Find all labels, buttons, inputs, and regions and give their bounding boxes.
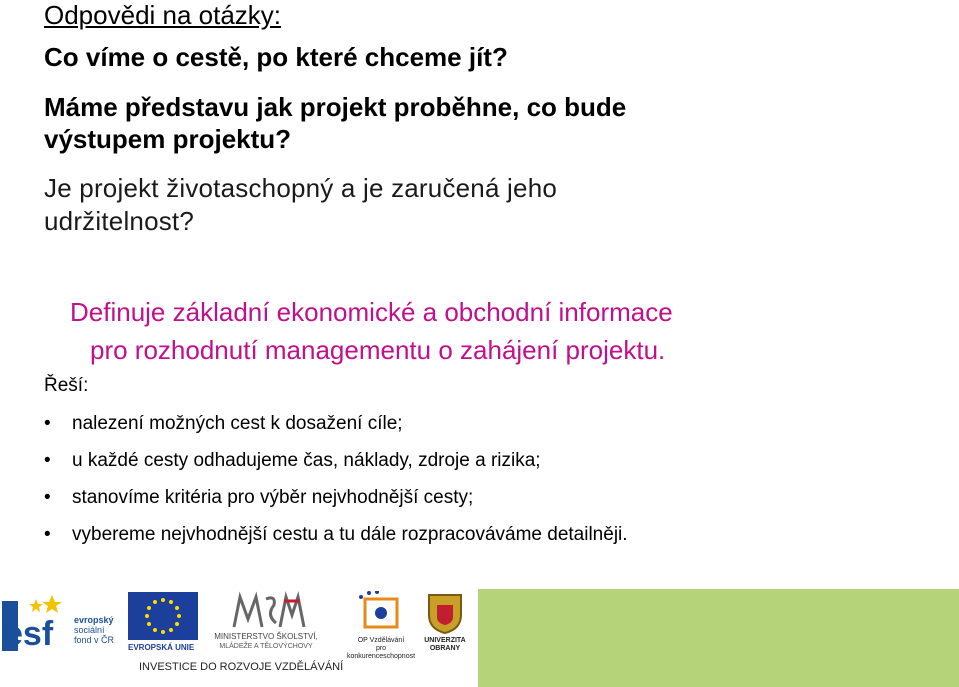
esf-logo <box>2 593 124 655</box>
question-1: Co víme o cestě, po které chceme jít? <box>44 42 508 72</box>
logo-strip <box>0 589 478 687</box>
esf-text-3: fond v ČR <box>74 635 115 645</box>
esf-text-2: sociální <box>74 625 105 635</box>
svg-text:esf: esf <box>4 615 54 653</box>
univ-label-2: OBRANY <box>429 645 461 652</box>
question-3-line-2: udržitelnost? <box>44 206 195 236</box>
definition-line-1: Definuje základní ekonomické a obchodní informace <box>70 297 673 327</box>
msmt-label-1: MINISTERSTVO ŠKOLSTVÍ, <box>214 632 318 641</box>
eu-logo <box>128 592 200 654</box>
msmt-logo <box>204 591 328 655</box>
bullet-item: • u každé cesty odhadujeme čas, náklady, zdroje a rizika; <box>44 450 628 487</box>
resi-label: Řeší: <box>44 375 89 396</box>
op-label-1: OP Vzdělávání <box>357 637 405 644</box>
msmt-label-2: MLÁDEŽE A TĚLOVÝCHOVY <box>219 643 313 650</box>
esf-text-1: evropský <box>74 615 114 625</box>
shield-icon <box>425 591 465 635</box>
footer-logo-bar <box>0 589 959 687</box>
univ-label-1: UNIVERZITA <box>424 637 466 644</box>
bullet-item: • vybereme nejvhodnější cestu a tu dále rozpracováváme detailněji. <box>44 524 628 561</box>
op-mark-icon <box>351 591 411 635</box>
bullet-item: • stanovíme kritéria pro výběr nejvhodnější cesty; <box>44 487 628 524</box>
eu-label: EVROPSKÁ UNIE <box>128 643 195 652</box>
footer-caption: INVESTICE DO ROZVOJE VZDĚLÁVÁNÍ <box>139 661 344 673</box>
op-logo <box>343 591 419 660</box>
green-block <box>478 589 959 687</box>
bullet-item: • nalezení možných cest k dosažení cíle; <box>44 413 628 450</box>
op-label-2: pro konkurenceschopnost <box>346 645 416 660</box>
question-2-line-1: Máme představu jak projekt proběhne, co bude <box>44 92 627 122</box>
eu-flag-icon <box>128 592 198 640</box>
question-3-line-1: Je projekt životaschopný a je zaručená jeho <box>44 173 558 203</box>
esf-mark-icon <box>2 593 72 655</box>
msmt-mark-icon <box>204 591 328 631</box>
definition-line-2: pro rozhodnutí managementu o zahájení projektu. <box>90 335 666 365</box>
slide-heading: Odpovědi na otázky: <box>44 0 282 30</box>
bullet-list <box>44 413 628 561</box>
univ-logo <box>420 591 470 655</box>
question-2-line-2: výstupem projektu? <box>44 124 292 154</box>
